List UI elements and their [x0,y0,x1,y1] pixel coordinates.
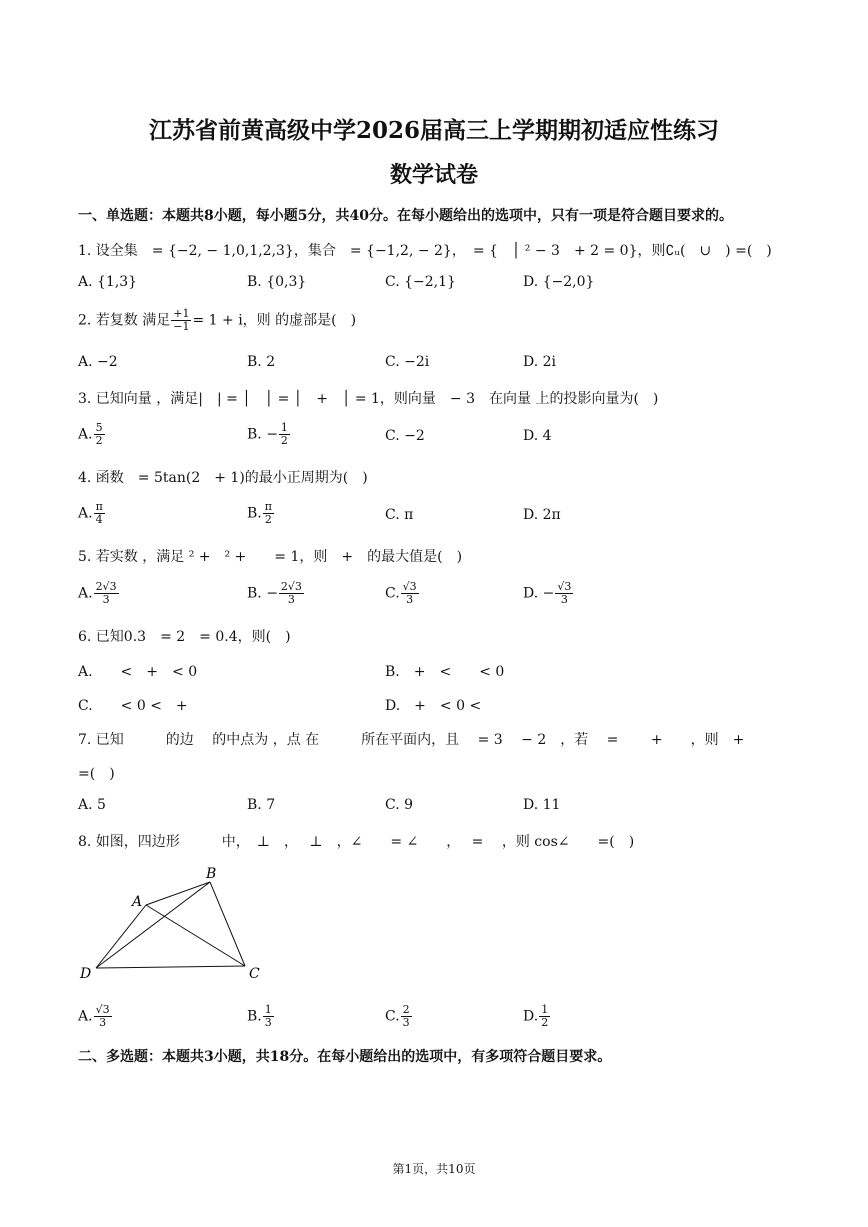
option-label: D. − [523,585,555,602]
option-denominator: 2 [95,434,103,447]
exam-subtitle: 数学试卷 [389,162,478,188]
question-2-fraction-numerator: +1 [173,307,190,320]
vertex-label-d: D [80,966,92,982]
option-denominator: 3 [560,593,568,606]
option-numerator: √3 [402,580,417,593]
option-denominator: 2 [280,434,288,447]
option-numerator: √3 [557,580,572,593]
question-3-option-d: D. 4 [523,428,552,444]
option-denominator: 3 [406,593,414,606]
vertex-label-c: C [249,966,260,982]
option-label: A. [78,585,93,602]
question-8-option-d [523,1004,551,1029]
option-label: B. [247,1008,262,1025]
option-numerator: 1 [264,1003,272,1016]
option-label: C. [385,1008,400,1025]
question-6-option-b: B. + < < 0 [385,664,505,680]
option-numerator: 5 [95,421,103,434]
diagonal-bd [96,882,210,968]
option-numerator: 1 [280,421,288,434]
option-label: D. [523,1008,539,1025]
option-label: A. [78,505,93,522]
option-label: B. [247,505,262,522]
option-denominator: 3 [99,1016,107,1029]
question-7-option-b: B. 7 [247,797,276,813]
edge-cd [96,966,245,968]
option-numerator: 2 [402,1003,410,1016]
question-2-option-b: B. 2 [247,354,276,370]
question-8-option-b [247,1004,275,1029]
quadrilateral-figure [70,860,270,985]
question-2-stem-prefix: 2. 若复数 满足 [78,312,171,329]
question-3-stem: 3. 已知向量 ，满足| | = │ │ = │ + │ = 1，则向量 − 3 在向量 上的投影向量为( ) [78,391,659,407]
option-label: B. − [247,585,278,602]
question-1-option-b: B. {0,3} [247,274,307,290]
question-2-option-d: D. 2i [523,354,557,370]
question-6-option-c: C. < 0 < + [78,698,188,714]
question-8-stem: 8. 如图，四边形 中， ⊥ ， ⊥ ，∠ = ∠ ， = ，则 cos∠ =( ) [78,834,635,850]
question-2-fraction-denominator: −1 [173,320,190,333]
option-denominator: 2 [264,513,272,526]
section-heading-single-choice: 一、单选题：本题共8小题，每小题5分，共40分。在每小题给出的选项中，只有一项是符合题目要求的。 [78,208,733,224]
section-heading-multi-choice: 二、多选题：本题共3小题，共18分。在每小题给出的选项中，有多项符合题目要求。 [78,1049,612,1065]
option-denominator: 3 [402,1016,410,1029]
question-4-option-c: C. π [385,507,414,523]
option-denominator: 3 [102,593,110,606]
question-6-option-a: A. < + < 0 [78,664,198,680]
question-5-option-d [523,581,574,606]
question-4-option-a [78,501,106,526]
question-4-option-d: D. 2π [523,507,561,523]
question-8-option-a [78,1004,113,1029]
question-5-option-c [385,581,420,606]
question-5-stem: 5. 若实数 ，满足 ² + ² + = 1，则 + 的最大值是( ) [78,549,463,565]
question-7-option-c: C. 9 [385,797,414,813]
question-4-stem: 4. 函数 = 5tan(2 + 1)的最小正周期为( ) [78,470,368,486]
question-2-fraction [171,308,191,333]
option-numerator: 1 [541,1003,549,1016]
question-7-option-a: A. 5 [78,797,106,813]
question-1-option-d: D. {−2,0} [523,274,595,290]
question-6-stem: 6. 已知0.3 = 2 = 0.4，则( ) [78,629,291,645]
vertex-label-b: B [206,866,217,882]
option-label: A. [78,426,93,443]
exam-title: 江苏省前黄高级中学2026届高三上学期期初适应性练习 [148,117,719,144]
option-label: B. − [247,426,278,443]
question-7-stem-line-1: 7. 已知 的边 的中点为 ，点 在 所在平面内，且 = 3 − 2 ，若 = + ，则 + [78,732,745,748]
question-2-stem-suffix: = 1 + i，则 的虚部是( ) [192,312,357,329]
option-denominator: 4 [95,513,103,526]
question-2-option-a: A. −2 [78,354,118,370]
edge-bc [210,882,245,966]
question-4-option-b [247,501,275,526]
question-6-option-d: D. + < 0 < [385,698,482,714]
question-7-stem-line-2: =( ) [78,766,115,782]
question-3-option-a [78,422,106,447]
edge-ab [146,882,210,905]
option-numerator: 2√3 [280,580,302,593]
question-2-stem [78,308,356,333]
option-numerator: π [264,500,272,513]
question-1-option-c: C. {−2,1} [385,274,456,290]
question-1-stem: 1. 设全集 = {−2, − 1,0,1,2,3}，集合 = {−1,2, − 2}， = { │ ² − 3 + 2 = 0}，则∁ᵤ( ∪ ) =( ) [78,243,772,259]
option-denominator: 3 [287,593,295,606]
option-numerator: √3 [95,1003,110,1016]
vertex-label-a: A [132,894,143,910]
option-label: C. [385,585,400,602]
question-1-option-a: A. {1,3} [78,274,138,290]
option-numerator: 2√3 [95,580,117,593]
question-7-option-d: D. 11 [523,797,561,813]
question-3-option-c: C. −2 [385,428,425,444]
question-8-option-c [385,1004,413,1029]
option-numerator: π [95,500,103,513]
question-2-option-c: C. −2i [385,354,430,370]
question-5-option-a [78,581,120,606]
page-footer: 第1页，共10页 [392,1162,476,1176]
option-denominator: 3 [264,1016,272,1029]
option-label: A. [78,1008,93,1025]
diagonal-ac [146,905,245,966]
question-5-option-b [247,581,305,606]
option-denominator: 2 [541,1016,549,1029]
question-3-option-b [247,422,291,447]
